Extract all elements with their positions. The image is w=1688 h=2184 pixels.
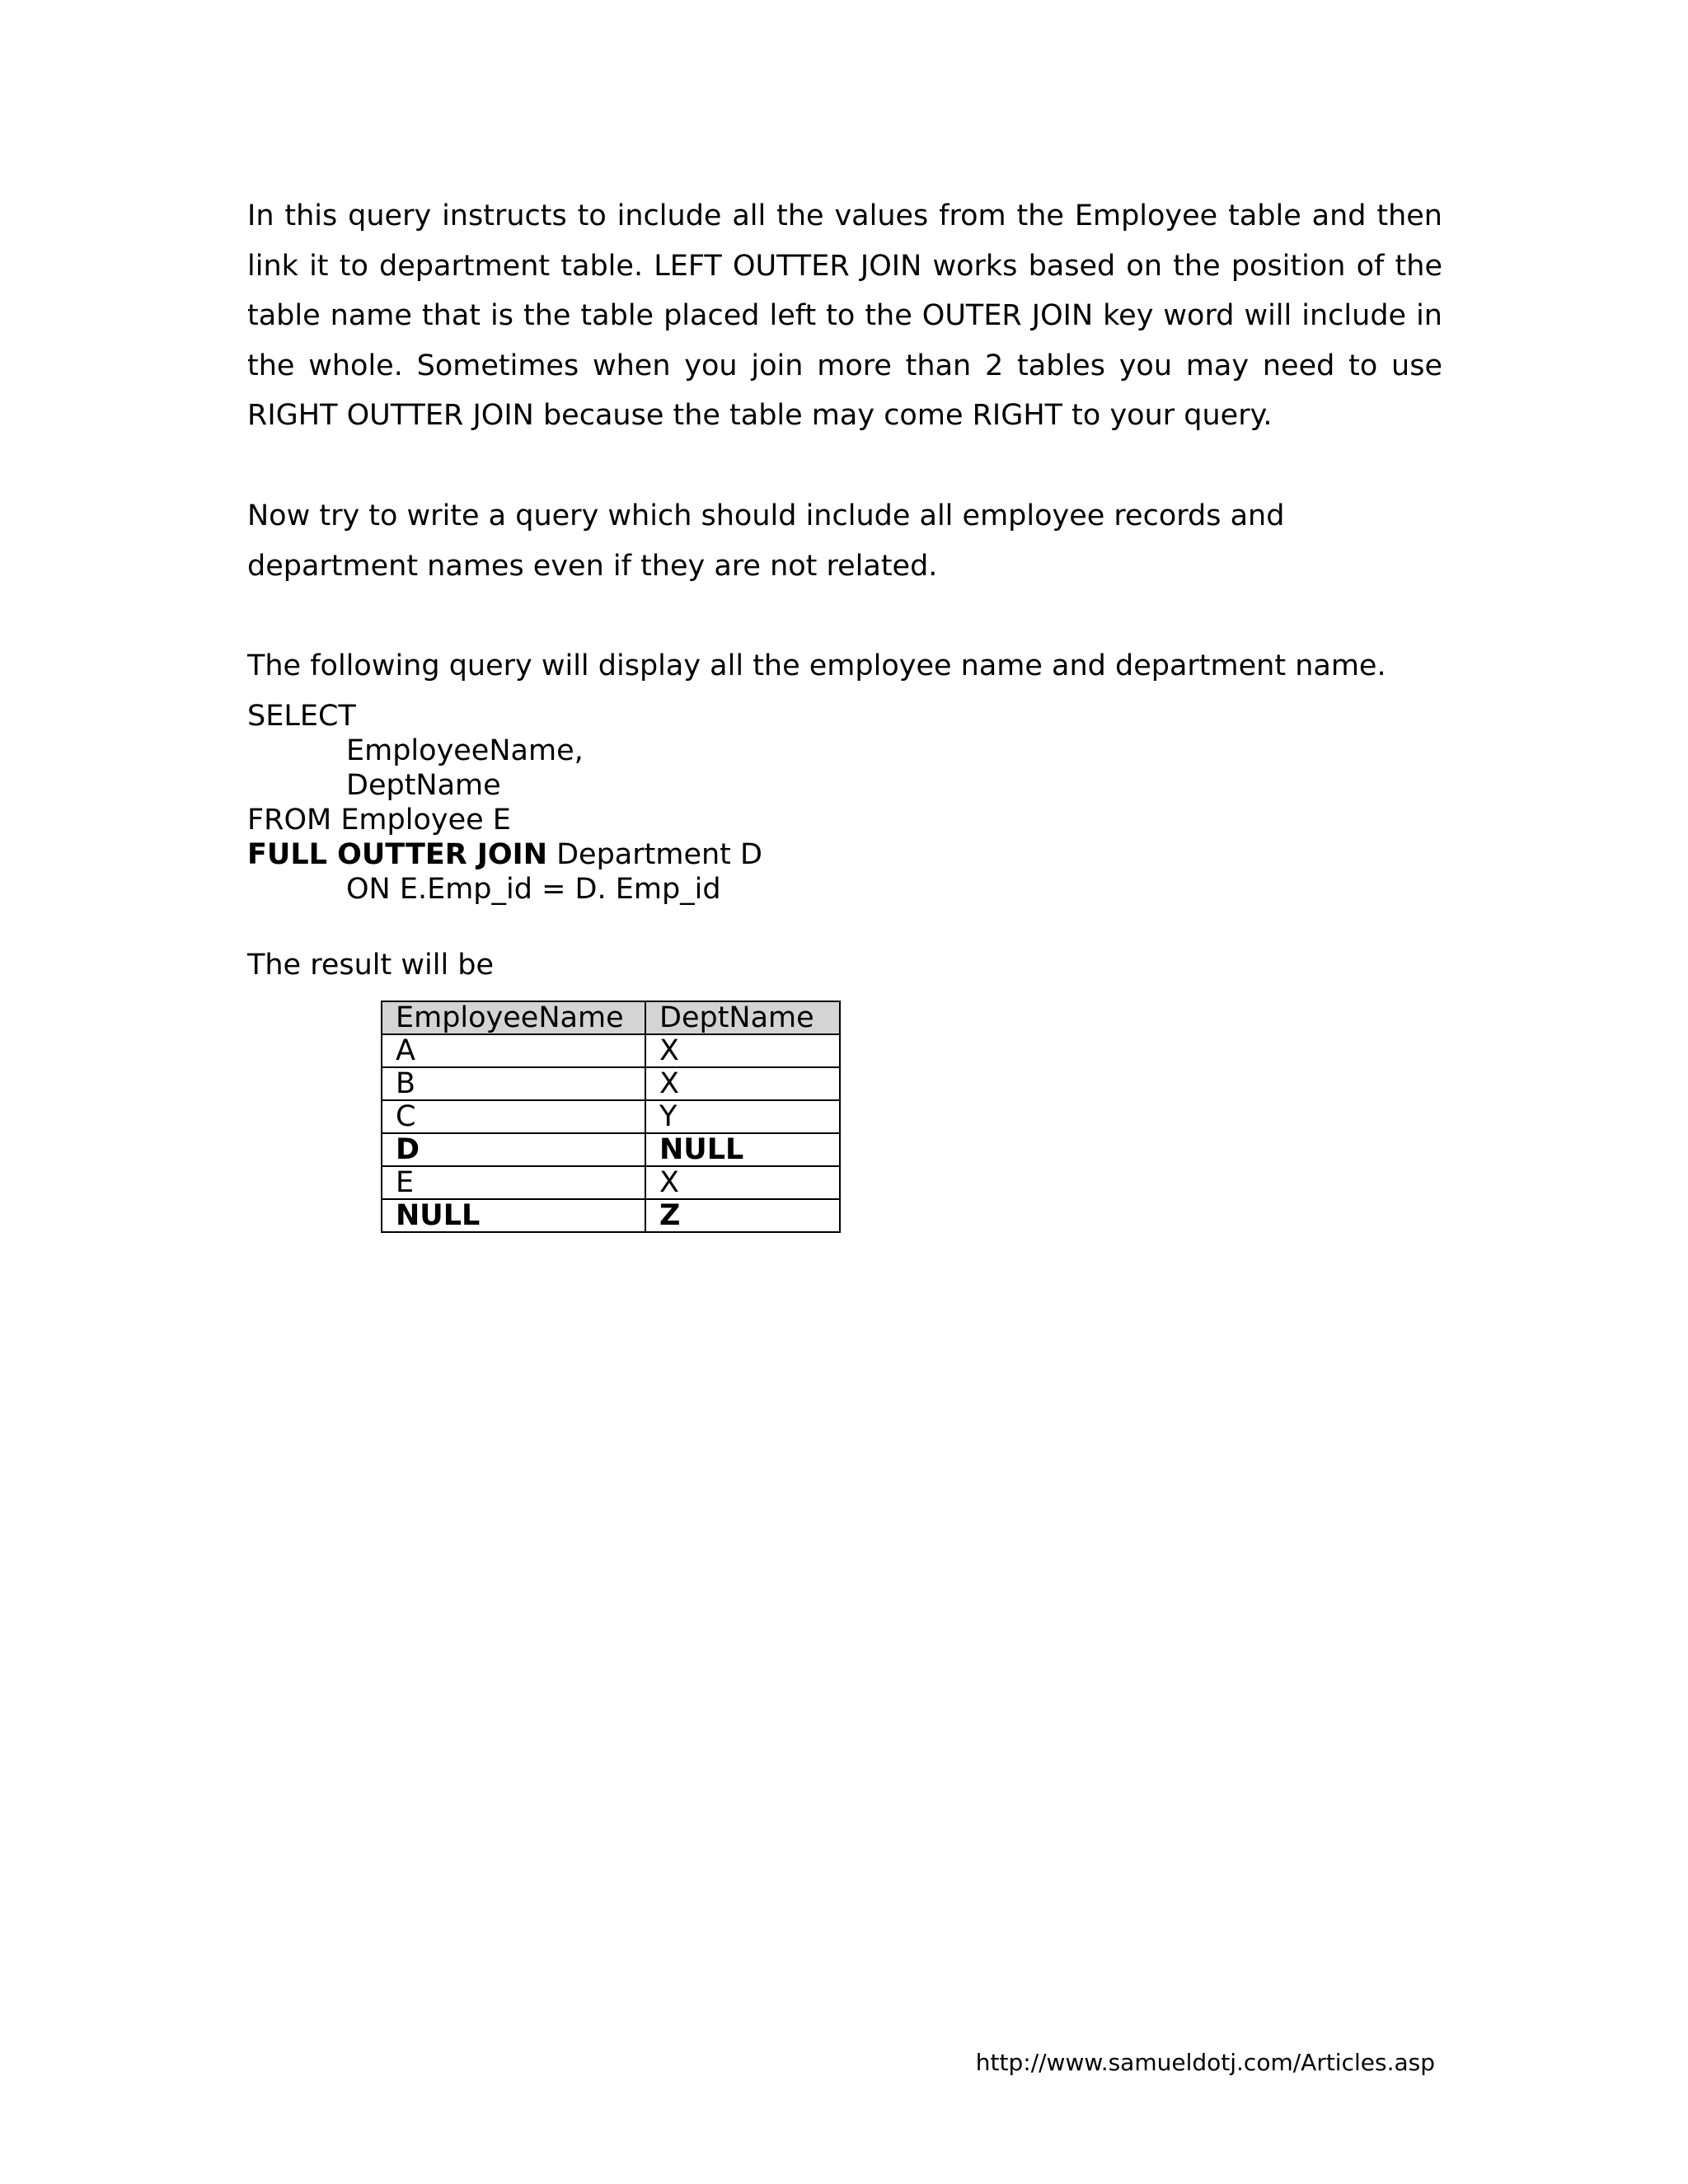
- sql-column-employee-name: EmployeeName,: [346, 734, 584, 767]
- cell-employee: B: [382, 1067, 645, 1100]
- result-label: The result will be: [247, 949, 495, 982]
- cell-dept: Y: [645, 1100, 840, 1133]
- table-row: [382, 1166, 840, 1199]
- table-row: [382, 1067, 840, 1100]
- sql-column-dept-name: DeptName: [346, 769, 501, 802]
- cell-employee: C: [382, 1100, 645, 1133]
- sql-query-block: [247, 699, 762, 907]
- cell-dept: X: [645, 1034, 840, 1067]
- cell-dept: Z: [645, 1199, 840, 1232]
- paragraph-left-outer-join-explanation: In this query instructs to include all the values from the Employee table and then link it to department table. LEFT OUTTER JOIN works based on the position of the table name that is the table placed left to the OUTER JOIN key word will include in the whole. Sometimes when you join more than 2 tables you may need to use RIGHT OUTTER JOIN because the table may come RIGHT to your query.: [247, 199, 1442, 432]
- sql-join-table: Department D: [546, 838, 762, 871]
- sql-from-line: FROM Employee E: [247, 804, 511, 837]
- table-row: [382, 1034, 840, 1067]
- cell-employee: NULL: [382, 1199, 645, 1232]
- cell-employee: D: [382, 1133, 645, 1166]
- paragraph-exercise-prompt: Now try to write a query which should include all employee records and department names even if they are not related.: [247, 499, 1285, 583]
- header-dept-name: DeptName: [645, 1001, 840, 1034]
- result-table-header-row: [382, 1001, 840, 1034]
- table-row: [382, 1199, 840, 1232]
- cell-dept: X: [645, 1166, 840, 1199]
- sql-select-line: SELECT: [247, 700, 356, 733]
- table-row: [382, 1100, 840, 1133]
- header-employee-name: EmployeeName: [382, 1001, 645, 1034]
- cell-dept: NULL: [645, 1133, 840, 1166]
- cell-employee: E: [382, 1166, 645, 1199]
- sql-join-line: [247, 837, 762, 872]
- sql-join-keyword: FULL OUTTER JOIN: [247, 838, 547, 871]
- table-row: [382, 1133, 840, 1166]
- sql-on-clause: ON E.Emp_id = D. Emp_id: [346, 873, 721, 906]
- cell-employee: A: [382, 1034, 645, 1067]
- cell-dept: X: [645, 1067, 840, 1100]
- paragraph-query-intro: The following query will display all the employee name and department name.: [247, 649, 1386, 682]
- footer-url: http://www.samueldotj.com/Articles.asp: [975, 2049, 1435, 2076]
- result-table: [381, 1001, 841, 1233]
